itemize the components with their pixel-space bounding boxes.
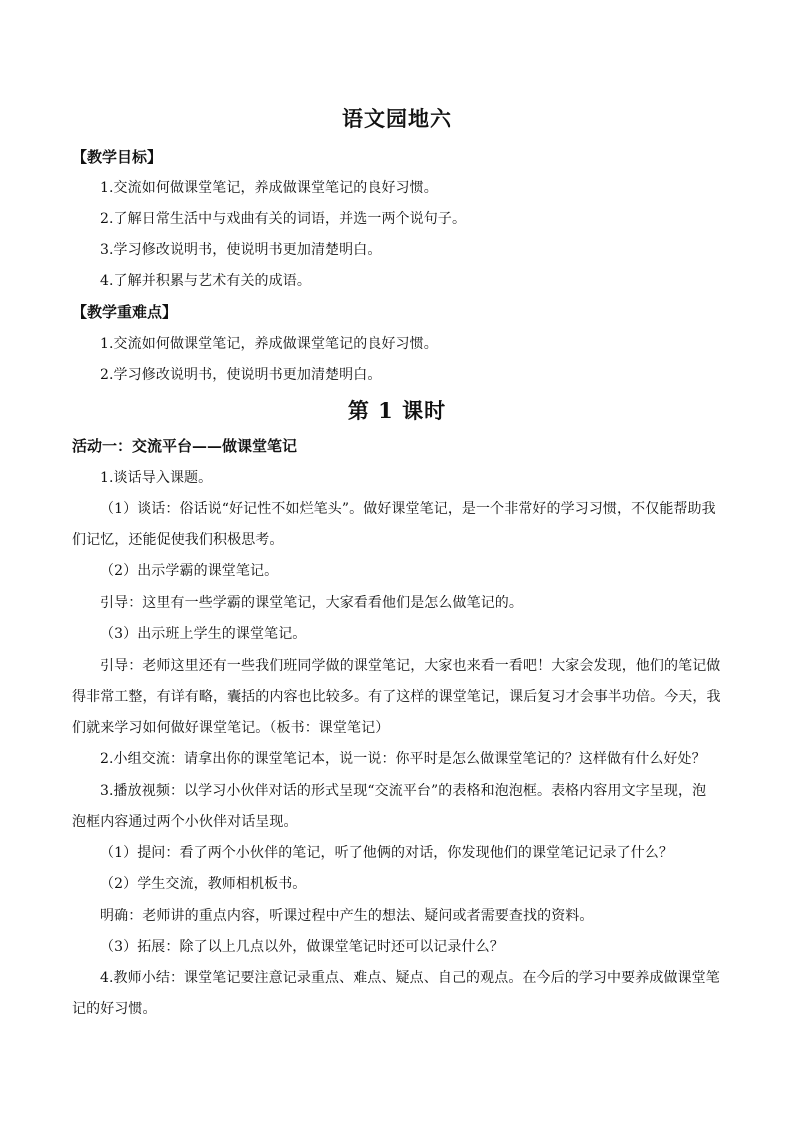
body-line: 3.播放视频：以学习小伙伴对话的形式呈现“交流平台”的表格和泡泡框。表格内容用文字呈现，泡: [100, 783, 707, 799]
key-point-item-2: 2.学习修改说明书，使说明书更加清楚明白。: [100, 367, 382, 383]
body-line: 4.教师小结：课堂笔记要注意记录重点、难点、疑点、自己的观点。在今后的学习中要养成做课堂笔: [100, 970, 720, 986]
key-points-heading: 【教学重难点】: [72, 303, 178, 321]
goal-item-2: 2.了解日常生活中与戏曲有关的词语，并选一两个说句子。: [100, 211, 467, 227]
body-line: 引导：老师这里还有一些我们班同学做的课堂笔记，大家也来看一看吧！大家会发现，他们的笔记做: [100, 658, 721, 674]
body-line: 引导：这里有一些学霸的课堂笔记，大家看看他们是怎么做笔记的。: [100, 595, 523, 611]
key-point-item-1: 1.交流如何做课堂笔记，养成做课堂笔记的良好习惯。: [100, 336, 438, 352]
body-line: 们记忆，还能促使我们积极思考。: [72, 532, 284, 548]
body-line: 明确：老师讲的重点内容，听课过程中产生的想法、疑问或者需要查找的资料。: [100, 908, 594, 924]
body-line: 2.小组交流：请拿出你的课堂笔记本，说一说：你平时是怎么做课堂笔记的？这样做有什么好处？: [100, 751, 706, 767]
body-line: （1）谈话：俗话说“好记性不如烂笔头”。做好课堂笔记，是一个非常好的学习习惯，不仅能帮助我: [100, 501, 716, 517]
body-line: （2）出示学霸的课堂笔记。: [100, 563, 279, 579]
body-line: 得非常工整，有详有略，囊括的内容也比较多。有了这样的课堂笔记，课后复习才会事半功倍。今天，我: [72, 689, 721, 705]
activity-heading: 活动一：交流平台——做课堂笔记: [72, 437, 298, 455]
goal-item-1: 1.交流如何做课堂笔记，养成做课堂笔记的良好习惯。: [100, 180, 438, 196]
lesson-title: 第 1 课时: [347, 398, 447, 423]
goals-heading: 【教学目标】: [72, 148, 163, 166]
body-line: （2）学生交流，教师相机板书。: [100, 876, 307, 892]
body-line: （1）提问：看了两个小伙伴的笔记，听了他俩的对话，你发现他们的课堂笔记记录了什么？: [100, 845, 674, 861]
body-line: （3）出示班上学生的课堂笔记。: [100, 626, 307, 642]
goal-item-3: 3.学习修改说明书，使说明书更加清楚明白。: [100, 242, 382, 258]
goal-item-4: 4.了解并积累与艺术有关的成语。: [100, 273, 311, 289]
body-line: 们就来学习如何做好课堂笔记。（板书：课堂笔记）: [72, 720, 390, 736]
body-line: 1.谈话导入课题。: [100, 470, 213, 486]
document-title: 语文园地六: [342, 106, 452, 131]
body-line: （3）拓展：除了以上几点以外，做课堂笔记时还可以记录什么？: [100, 939, 504, 955]
body-line: 记的好习惯。: [72, 1001, 157, 1017]
body-line: 泡框内容通过两个小伙伴对话呈现。: [72, 814, 298, 830]
